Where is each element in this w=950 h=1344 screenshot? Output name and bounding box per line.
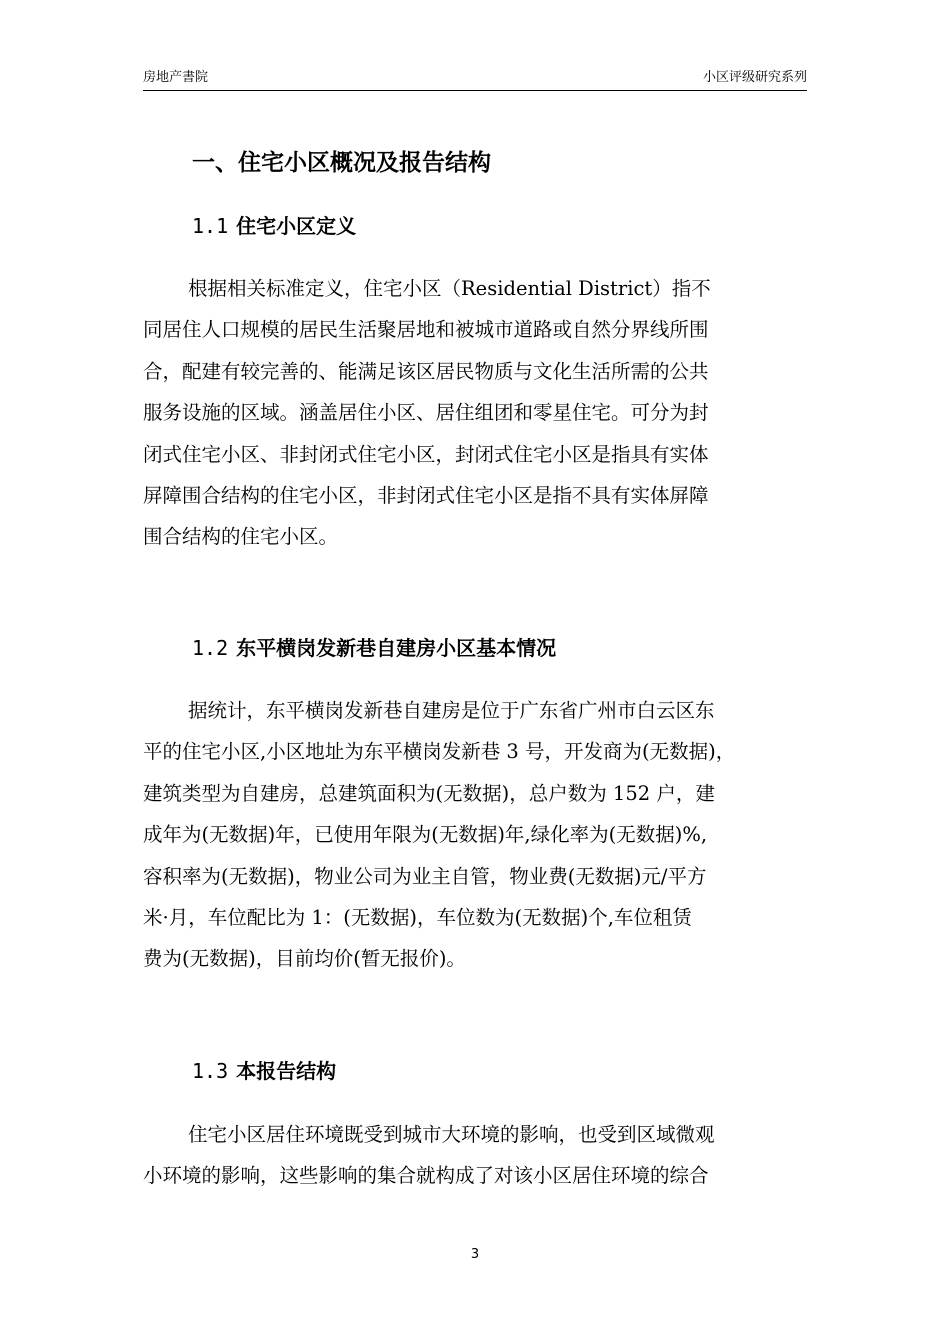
page-header xyxy=(143,66,807,91)
text-line: 小环境的影响，这些影响的集合就构成了对该小区居住环境的综合 xyxy=(143,1164,709,1188)
text-line: 容积率为(无数据)，物业公司为业主自管，物业费(无数据)元/平方 xyxy=(143,864,707,888)
header-publisher: 房地产書院 xyxy=(143,70,209,85)
text-line: 米·月，车位配比为 1：(无数据)，车位数为(无数据)个,车位租赁 xyxy=(143,905,692,929)
section-title: 本报告结构 xyxy=(236,1059,337,1083)
section-number: 1.2 xyxy=(192,636,229,660)
section-heading-1-1 xyxy=(192,211,356,241)
section-number: 1.3 xyxy=(192,1059,229,1083)
header-series: 小区评级研究系列 xyxy=(702,70,807,85)
text-line: 同居住人口规模的居民生活聚居地和被城市道路或自然分界线所围 xyxy=(143,318,709,342)
text-line: 根据相关标准定义，住宅小区（Residential District）指不 xyxy=(188,277,711,300)
text-line: 住宅小区居住环境既受到城市大环境的影响，也受到区域微观 xyxy=(188,1123,715,1146)
section-number: 1.1 xyxy=(192,214,229,238)
text-line: 屏障围合结构的住宅小区，非封闭式住宅小区是指不具有实体屏障 xyxy=(143,483,709,507)
page-number: 3 xyxy=(470,1247,480,1262)
paragraph-basic-info xyxy=(143,690,807,980)
text-line: 建筑类型为自建房，总建筑面积为(无数据)，总户数为 152 户，建 xyxy=(143,781,715,805)
text-line: 服务设施的区域。涵盖居住小区、居住组团和零星住宅。可分为封 xyxy=(143,401,709,425)
text-line: 闭式住宅小区、非封闭式住宅小区，封闭式住宅小区是指具有实体 xyxy=(143,442,709,466)
section-title: 住宅小区定义 xyxy=(236,214,357,238)
text-line: 据统计，东平横岗发新巷自建房是位于广东省广州市白云区东 xyxy=(188,699,715,722)
text-line: 合，配建有较完善的、能满足该区居民物质与文化生活所需的公共 xyxy=(143,359,709,383)
paragraph-definition xyxy=(143,268,807,558)
text-line: 平的住宅小区,小区地址为东平横岗发新巷 3 号，开发商为(无数据)， xyxy=(143,740,736,764)
section-title: 东平横岗发新巷自建房小区基本情况 xyxy=(236,636,557,660)
text-line: 费为(无数据)，目前均价(暂无报价)。 xyxy=(143,947,466,971)
text-line: 围合结构的住宅小区。 xyxy=(143,525,339,549)
section-heading-1-3 xyxy=(192,1056,336,1086)
paragraph-report-structure xyxy=(143,1114,807,1197)
text-line: 成年为(无数据)年，已使用年限为(无数据)年,绿化率为(无数据)%, xyxy=(143,823,708,847)
section-heading-1-2 xyxy=(192,633,556,663)
chapter-title: 一、住宅小区概况及报告结构 xyxy=(192,150,491,176)
